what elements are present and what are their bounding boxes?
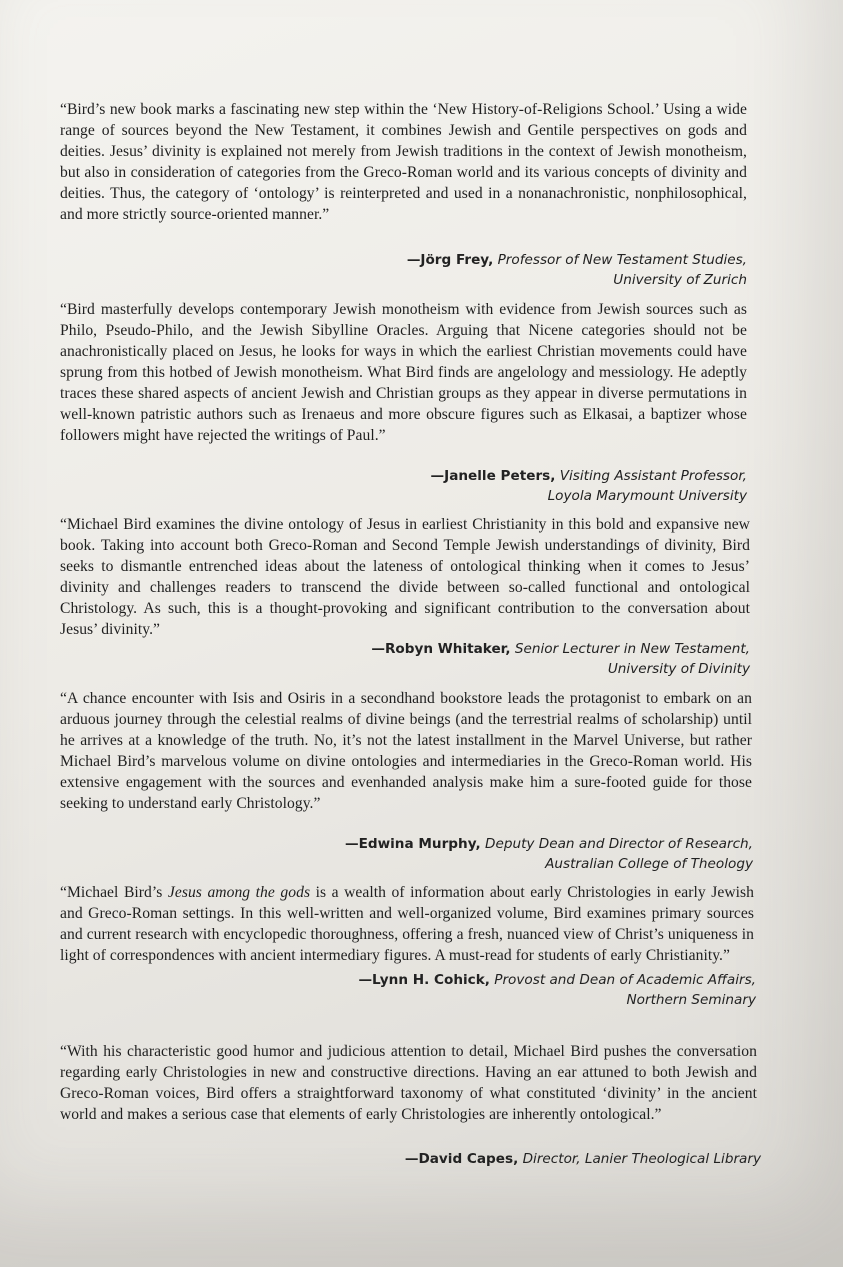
endorsement-attribution-5: [358, 970, 756, 1010]
endorser-title: Visiting Assistant Professor,: [559, 468, 747, 484]
endorser-title: Professor of New Testament Studies,: [497, 252, 747, 268]
book-title: Jesus among the gods: [167, 884, 311, 901]
endorsement-attribution-3: [371, 639, 750, 679]
endorsement-quote-5: [60, 882, 754, 966]
endorsement-quote-2: “Bird masterfully develops contemporary Jewish monotheism with evidence from Jewish sources such as Philo, Pseudo-Philo, and the Jewish Sibylline Oracles. Arguing that Nicene categories should not be anachronistically placed on Jesus, he looks for ways in which the earliest Christian movements could have sprung from this hotbed of Jewish monotheism. What Bird finds are angelology and messiology. He adeptly traces these shared aspects of ancient Jewish and Christian groups as they appear in diverse permutations in well-known patristic authors such as Irenaeus and more obscure figures such as Elkasai, a baptizer whose followers might have rejected the writings of Paul.”: [60, 301, 747, 444]
endorser-title: Senior Lecturer in New Testament,: [514, 641, 750, 657]
endorser-institution: Loyola Marymount University: [547, 488, 747, 504]
endorser-name: —Robyn Whitaker,: [371, 641, 511, 657]
endorser-title: Deputy Dean and Director of Research,: [485, 836, 753, 852]
endorser-institution: Northern Seminary: [626, 992, 756, 1008]
quote-text: “Michael Bird’s: [60, 884, 168, 901]
endorser-name: —Janelle Peters,: [430, 468, 556, 484]
endorsement-quote-6: “With his characteristic good humor and judicious attention to detail, Michael Bird pushes the conversation regarding early Christologies in new and constructive directions. Having an ear attuned to both Jewish and Greco-Roman voices, Bird offers a straightforward taxonomy of what constituted ‘divinity’ in the ancient world and makes a serious case that elements of early Christologies are inherently ontological.”: [60, 1043, 757, 1123]
endorser-title: Provost and Dean of Academic Affairs,: [494, 972, 756, 988]
endorsement-attribution-6: [405, 1149, 761, 1169]
endorser-name: —David Capes,: [404, 1151, 519, 1167]
endorsement-quote-1: “Bird’s new book marks a fascinating new step within the ‘New History-of-Religions School.’ Using a wide range of sources beyond the New Testament, it combines Jewish and Gentile perspectives on gods and deities. Jesus’ divinity is explained not merely from Jewish traditions in the context of Jewish monotheism, but also in consideration of categories from the Greco-Roman world and its various concepts of divinity and deities. Thus, the category of ‘ontology’ is reinterpreted and used in a nonanachronistic, nonphilosophical, and more strictly source-oriented manner.”: [60, 101, 747, 223]
endorser-institution: University of Divinity: [607, 661, 750, 677]
endorsement-quote-4: “A chance encounter with Isis and Osiris in a secondhand bookstore leads the protagonist to embark on an arduous journey through the celestial realms of divine beings (and the terrestrial realms of scholarship) until he arrives at a knowledge of the truth. No, it’s not the latest installment in the Marvel Universe, but rather Michael Bird’s marvelous volume on divine ontologies and intermediaries in the Greco-Roman world. His extensive engagement with the sources and evenhanded analysis make him a sure-footed guide for those seeking to understand early Christology.”: [60, 690, 752, 812]
endorser-name: —Jörg Frey,: [406, 252, 494, 268]
endorser-name: —Edwina Murphy,: [344, 836, 481, 852]
endorsement-quote-3: “Michael Bird examines the divine ontology of Jesus in earliest Christianity in this bold and expansive new book. Taking into account both Greco-Roman and Second Temple Jewish understandings of divinity, Bird seeks to dismantle entrenched ideas about the lateness of ontological thinking when it comes to Jesus’ divinity and challenges readers to transcend the divide between so-called functional and ontological Christology. As such, this is a thought-provoking and significant contribution to the conversation about Jesus’ divinity.”: [60, 516, 750, 638]
endorsement-attribution-2: [431, 466, 747, 506]
endorser-institution: University of Zurich: [613, 272, 747, 288]
endorsement-attribution-1: [407, 250, 747, 290]
quote-text: is a wealth of information about early Christologies in early Jewish and Greco-Roman settings. In this well-written and well-organized volume, Bird examines primary sources and current research with encyclopedic thoroughness, offering a fresh, nuanced view of Christ’s uniqueness in light of correspondences with ancient intermediary figures. A must-read for students of early Christianity.”: [60, 884, 754, 964]
endorser-institution: Australian College of Theology: [545, 856, 753, 872]
endorsement-attribution-4: [345, 834, 753, 874]
endorser-name: —Lynn H. Cohick,: [358, 972, 490, 988]
endorser-title: Director, Lanier Theological Library: [522, 1151, 761, 1167]
